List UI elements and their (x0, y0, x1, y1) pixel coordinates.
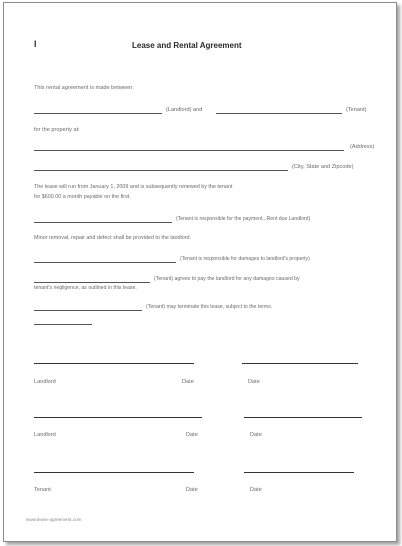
extra-text: (Tenant) may terminate this lease, subject to the terms. (146, 304, 273, 310)
footer-url: www.lease-agreement.com (26, 517, 82, 522)
removal-text: Minor removal, repair and defect shall be provided to the landlord. (34, 235, 192, 241)
repair-label: (Tenant is responsible for damages to landlord's property) (180, 256, 310, 262)
deposit-text-1: (Tenant) agrees to pay the landlord for any damages caused by (154, 276, 300, 282)
signature-date-line-2 (244, 417, 362, 418)
address-label: (Address) (350, 144, 375, 150)
repair-line (34, 262, 176, 263)
payment-label: (Tenant is responsible for the payment...Rent due Landlord) (176, 216, 311, 222)
extra-line (34, 310, 142, 311)
tenant-name-line (216, 113, 342, 114)
deposit-text-2: tenant's negligence, as outlined in this lease. (34, 285, 137, 291)
signature-right-label-3: Date (250, 487, 262, 493)
term-line-2: for $600.00 a month payable on the first. (34, 194, 131, 200)
landlord-name-line (34, 113, 162, 114)
signature-label-3: Tenant (34, 487, 51, 493)
city-line (34, 170, 288, 171)
signature-date-label-2: Date (186, 432, 198, 438)
signature-line-3 (34, 472, 194, 473)
deposit-line (34, 282, 150, 283)
extra-short-line (34, 324, 92, 325)
signature-right-label-2: Date (250, 432, 262, 438)
signature-date-label-1: Date (182, 379, 194, 385)
signature-date-line-1 (242, 363, 358, 364)
payment-line (34, 222, 172, 223)
signature-date-label-3: Date (186, 487, 198, 493)
tenant-label: (Tenant) (346, 107, 367, 113)
document-title: Lease and Rental Agreement (132, 41, 242, 50)
landlord-label: (Landlord) and (166, 107, 203, 113)
address-line (34, 150, 344, 151)
signature-line-2 (34, 417, 202, 418)
property-heading: for the property at: (34, 127, 80, 133)
term-line-1: The lease will run from January 1, 2009 and is subsequently renewed by the tenant (34, 184, 233, 190)
document-page (3, 2, 397, 542)
city-label: (City, State and Zipcode) (292, 164, 354, 170)
signature-label-1: Landlord (34, 379, 56, 385)
signature-date-line-3 (244, 472, 354, 473)
signature-right-label-1: Date (248, 379, 260, 385)
signature-line-1 (34, 363, 194, 364)
corner-mark: I (34, 39, 37, 49)
signature-label-2: Landlord (34, 432, 56, 438)
intro-text: This rental agreement is made between: (34, 85, 134, 91)
